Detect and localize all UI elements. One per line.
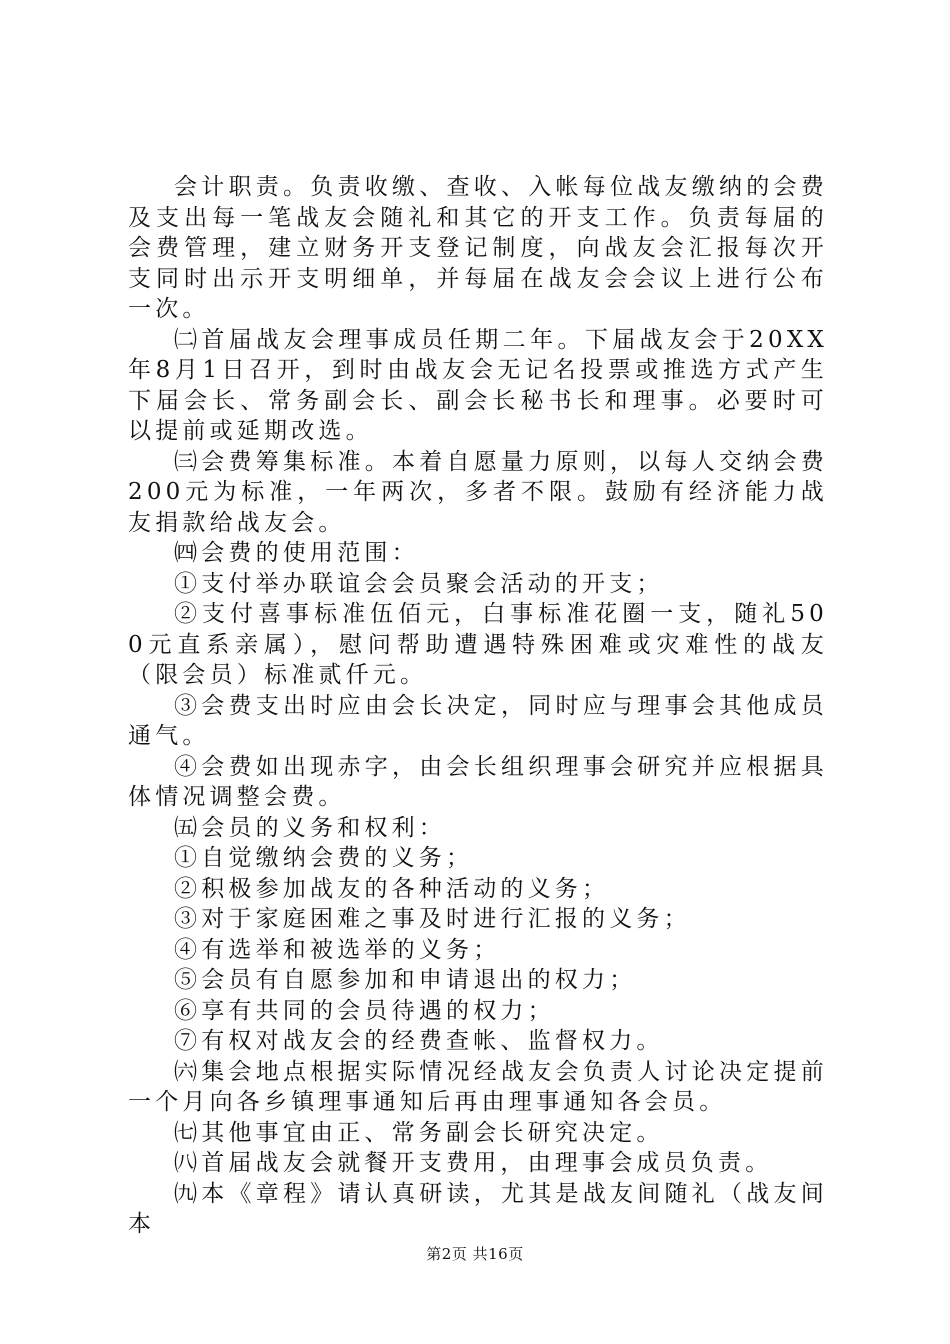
document-body (128, 172, 828, 1240)
page-number-footer: 第2页 共16页 (426, 1245, 524, 1263)
paragraph-other-matters: ㈦其他事宜由正、常务副会长研究决定。 (174, 1119, 664, 1146)
paragraph-meeting-location: ㈥集会地点根据实际情况经战友会负责人讨论决定提前一个月向各乡镇理事通知后再由理事通知各会员。 (128, 1058, 828, 1115)
paragraph-fee-standard: ㈢会费筹集标准。本着自愿量力原则，以每人交纳会费200元为标准，一年两次，多者不限。鼓励有经济能力战友捐款给战友会。 (128, 448, 828, 536)
paragraph-fee-usage-heading: ㈣会费的使用范围： (174, 540, 419, 566)
paragraph-dining-expenses: ㈧首届战友会就餐开支费用，由理事会成员负责。 (174, 1150, 773, 1176)
list-item: ③会费支出时应由会长决定，同时应与理事会其他成员通气。 (128, 692, 828, 749)
list-item: ②支付喜事标准伍佰元，白事标准花圈一支，随礼500元直系亲属），慰问帮助遭遇特殊困难或灾难性的战友（限会员）标准贰仟元。 (128, 601, 828, 688)
list-item: ⑥享有共同的会员待遇的权力； (174, 997, 555, 1024)
list-item: ⑤会员有自愿参加和申请退出的权力； (174, 967, 637, 993)
paragraph-term-of-office: ㈡首届战友会理事成员任期二年。下届战友会于20XX年8月1日召开，到时由战友会无记名投票或推选方式产生下届会长、常务副会长、副会长秘书长和理事。必要时可以提前或延期改选。 (128, 326, 828, 444)
list-item: ②积极参加战友的各种活动的义务； (174, 875, 610, 902)
list-item: ④有选举和被选举的义务； (174, 936, 501, 963)
list-item: ①自觉缴纳会费的义务； (174, 845, 474, 871)
list-item: ③对于家庭困难之事及时进行汇报的义务； (174, 906, 691, 932)
list-item: ①支付举办联谊会会员聚会活动的开支； (174, 570, 664, 597)
paragraph-member-duties-heading: ㈤会员的义务和权利： (174, 814, 446, 841)
list-item: ⑦有权对战友会的经费查帐、监督权力。 (174, 1028, 664, 1054)
paragraph-accountant-duties: 会计职责。负责收缴、查收、入帐每位战友缴纳的会费及支出每一笔战友会随礼和其它的开支工作。负责每届的会费管理，建立财务开支登记制度，向战友会汇报每次开支同时出示开支明细单，并每届在战友会会议上进行公布一次。 (128, 174, 828, 322)
paragraph-charter-reading: ㈨本《章程》请认真研读，尤其是战友间随礼（战友间本 (128, 1180, 828, 1237)
list-item: ④会费如出现赤字，由会长组织理事会研究并应根据具体情况调整会费。 (128, 753, 828, 810)
